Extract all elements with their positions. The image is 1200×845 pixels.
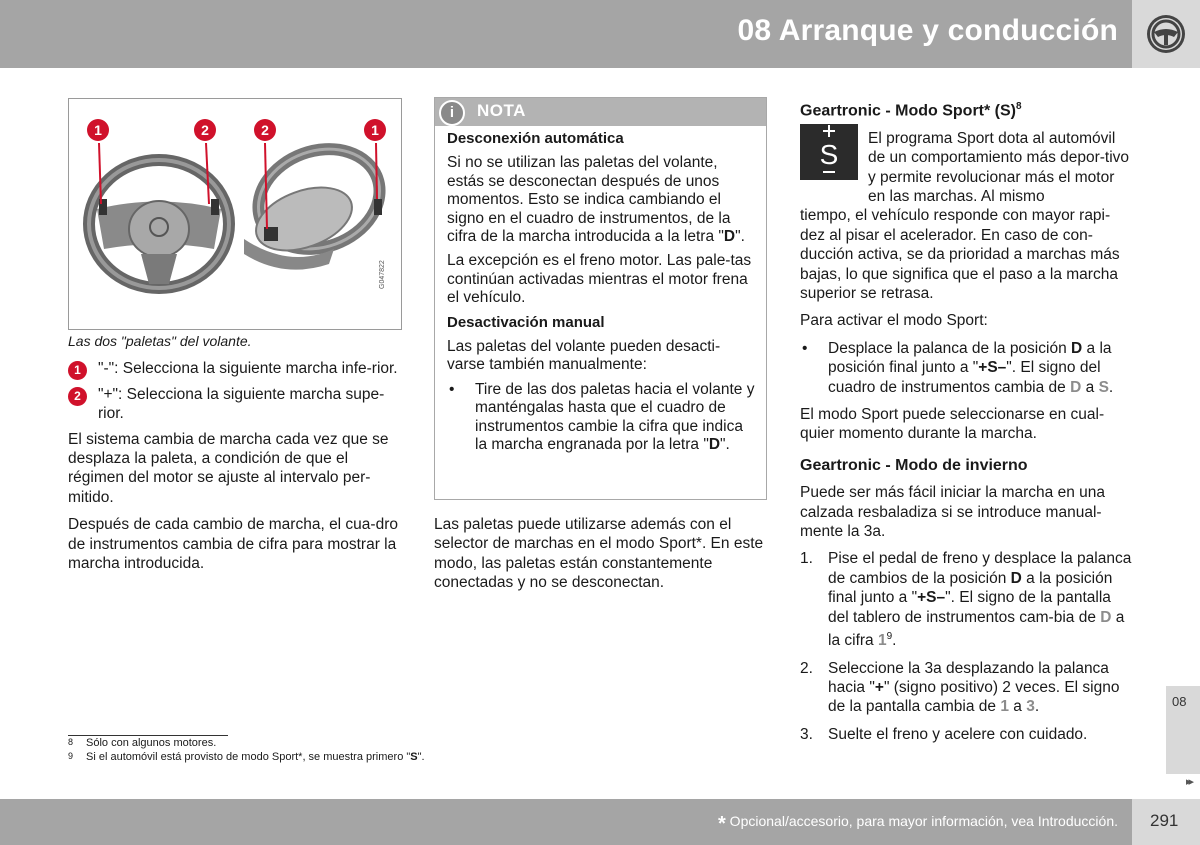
- page-header: [0, 0, 1132, 68]
- info-icon: i: [439, 100, 465, 126]
- right-column: [800, 97, 1132, 752]
- footnote: 9 Si el automóvil está provisto de modo Sport*, se muestra primero "S".: [68, 751, 425, 763]
- paragraph: Puede ser más fácil iniciar la marcha en una calzada resbaladiza si se introduce manual-mente la 3a.: [800, 484, 1105, 541]
- chapter-side-tab: 08: [1166, 686, 1200, 774]
- note-paragraph: La excepción es el freno motor. Las pale-tas continúan activadas mientras el motor frena el vehículo.: [447, 252, 752, 307]
- list-item: 2. Seleccione la 3a desplazando la palanca hacia "+" (signo positivo) 2 veces. El signo de la pantalla cambia de 1 a 3.: [800, 659, 1120, 716]
- list-item: [68, 385, 400, 424]
- chapter-icon-tab: [1132, 0, 1200, 68]
- list-item-text: "-": Selecciona la siguiente marcha infe-rior.: [98, 360, 398, 378]
- note-heading: Desactivación manual: [447, 313, 605, 331]
- section-heading-winter: Geartronic - Modo de invierno: [800, 456, 1028, 474]
- figure-caption: Las dos "paletas" del volante.: [68, 333, 252, 349]
- footer-note: * Opcional/accesorio, para mayor información, vea Introducción.: [718, 813, 1118, 835]
- chapter-title: 08 Arranque y conducción: [737, 14, 1118, 47]
- figure-code: G047822: [379, 260, 386, 289]
- bullet-item: • Desplace la palanca de la posición D a la posición final junto a "+S–". El signo del cuadro de instrumentos cambia de D a S.: [800, 339, 1132, 397]
- note-bullet: • Tire de las dos paletas hacia el volante y manténgalas hasta que el cuadro de instrumentos cambie la cifra que indica la marcha engranada por la letra "D".: [447, 381, 756, 455]
- note-box: [434, 97, 767, 500]
- sport-intro: El programa Sport dota al automóvil de un comportamiento más depor-tivo y permite revolucionar más el motor en las marchas. Al mismo: [868, 129, 1130, 205]
- section-heading-sport: Geartronic - Modo Sport* $(S)^8$: [800, 101, 1022, 120]
- paragraph: Para activar el modo Sport:: [800, 312, 988, 330]
- footnotes: [68, 736, 425, 764]
- paragraph: El sistema cambia de marcha cada vez que se desplaza la paleta, a condición de que el régimen del motor se ajuste al intervalo per-mitido.: [68, 430, 389, 506]
- figure-marker-2-right: 2: [254, 119, 276, 141]
- page-number: 291: [1150, 811, 1179, 830]
- note-title: NOTA: [477, 101, 526, 120]
- steering-paddles-figure: [68, 98, 402, 330]
- note-paragraph: Si no se utilizan las paletas del volante, estás se desconectan después de unos momentos. Esto se indica cambiando el signo en el cuadro de instrumentos, de la cifra de la marcha introducida a la letra "D".: [447, 154, 745, 246]
- steps-list: [800, 549, 1132, 744]
- paragraph: tiempo, el vehículo responde con mayor rapi-dez al pisar el acelerador. En caso de con-ducción activa, se da prioridad a marchas más bajas, lo que significa que el paso a la marcha superior se retrasa.: [800, 207, 1120, 302]
- footnote: 8 Sólo con algunos motores.: [68, 737, 217, 749]
- paragraph: Las paletas puede utilizarse además con el selector de marchas en el modo Sport*. En este modo, las paletas están constantemente conectadas y no se desconectan.: [434, 516, 764, 592]
- number-badge: 1: [68, 361, 87, 380]
- list-item: [68, 359, 400, 378]
- list-item: 3. Suelte el freno y acelere con cuidado.: [800, 725, 1088, 743]
- page-footer: [0, 799, 1132, 845]
- page-number-box: [1132, 799, 1200, 845]
- middle-column: [434, 515, 766, 601]
- next-page-arrows-icon: ▸▸: [1186, 776, 1192, 788]
- note-header: [435, 98, 766, 126]
- svg-text:S: S: [819, 139, 839, 170]
- note-heading: Desconexión automática: [447, 130, 624, 147]
- number-badge: 2: [68, 387, 87, 406]
- steering-wheel-icon: [1145, 13, 1187, 55]
- figure-marker-1-left: 1: [87, 119, 109, 141]
- figure-marker-2-left: 2: [194, 119, 216, 141]
- left-column: [68, 332, 400, 581]
- paragraph: Después de cada cambio de marcha, el cua-dro de instrumentos cambia de cifra para mostrar la marcha introducida.: [68, 516, 398, 573]
- paragraph: El modo Sport puede seleccionarse en cual-quier momento durante la marcha.: [800, 406, 1105, 443]
- note-paragraph: Las paletas del volante pueden desacti-varse también manualmente:: [447, 338, 721, 374]
- figure-marker-1-right: 1: [364, 119, 386, 141]
- list-item-text: "+": Selecciona la siguiente marcha supe-rior.: [98, 385, 385, 423]
- note-body: [447, 130, 756, 461]
- sport-mode-icon: [800, 124, 858, 180]
- list-item: 1. Pise el pedal de freno y desplace la palanca de cambios de la posición D a la posición final junto a "+S–". El signo de la pantalla del tablero de instrumentos cam-bia de D a la cifra $1^9$.: [800, 550, 1132, 650]
